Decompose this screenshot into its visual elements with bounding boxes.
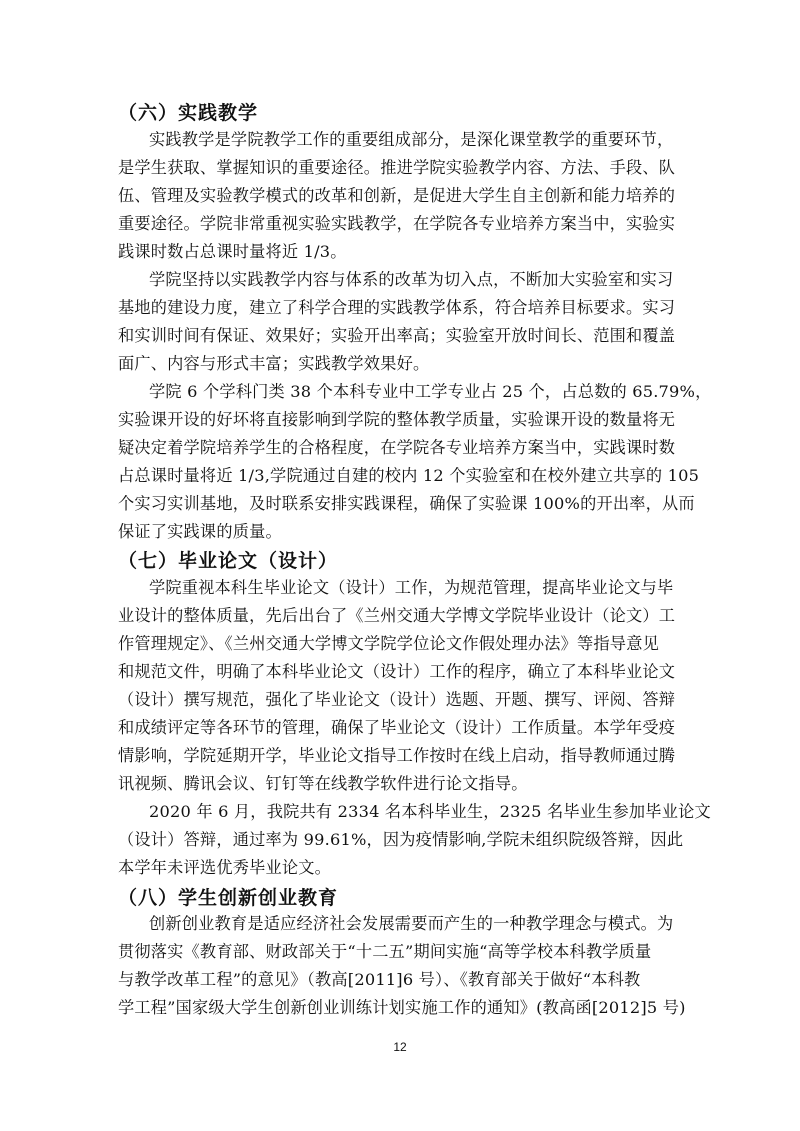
section-heading-thesis: （七）毕业论文（设计）: [118, 550, 339, 572]
text-line: 实验课开设的好坏将直接影响到学院的整体教学质量，实验课开设的数量将无: [118, 410, 676, 429]
text-line: 践课时数占总课时量将近 1/3。: [118, 242, 347, 261]
text-line: 业设计的整体质量，先后出台了《兰州交通大学博文学院毕业设计（论文）工: [118, 606, 676, 625]
text-line: 学院坚持以实践教学内容与体系的改革为切入点，不断加大实验室和实习: [149, 270, 674, 289]
text-line: 疑决定着学院培养学生的合格程度，在学院各专业培养方案当中，实践课时数: [118, 438, 676, 457]
text-line: 情影响，学院延期开学，毕业论文指导工作按时在线上启动，指导教师通过腾: [118, 746, 676, 765]
text-line: 伍、管理及实验教学模式的改革和创新，是促进大学生自主创新和能力培养的: [118, 186, 676, 205]
text-line: 学院重视本科生毕业论文（设计）工作，为规范管理，提高毕业论文与毕: [149, 578, 674, 597]
text-line: 重要途径。学院非常重视实验实践教学，在学院各专业培养方案当中，实验实: [118, 214, 676, 233]
text-line: 和规范文件，明确了本科毕业论文（设计）工作的程序，确立了本科毕业论文: [118, 662, 676, 681]
text-line: 和实训时间有保证、效果好；实验开出率高；实验室开放时间长、范围和覆盖: [118, 326, 676, 345]
text-line: 是学生获取、掌握知识的重要途径。推进学院实验教学内容、方法、手段、队: [118, 158, 676, 177]
text-line: 学工程”国家级大学生创新创业训练计划实施工作的通知》(教高函[2012]5 号): [118, 998, 686, 1017]
section-heading-practice: （六）实践教学: [118, 102, 259, 124]
text-line: 基地的建设力度，建立了科学合理的实践教学体系，符合培养目标要求。实习: [118, 298, 676, 317]
text-line: 2020 年 6 月，我院共有 2334 名本科毕业生，2325 名毕业生参加毕业论文: [149, 802, 711, 821]
text-line: 本学年未评选优秀毕业论文。: [118, 858, 332, 877]
text-line: 讯视频、腾讯会议、钉钉等在线教学软件进行论文指导。: [118, 774, 528, 793]
text-line: 面广、内容与形式丰富；实践教学效果好。: [118, 354, 430, 373]
text-line: （设计）撰写规范，强化了毕业论文（设计）选题、开题、撰写、评阅、答辩: [118, 690, 676, 709]
text-line: 与教学改革工程”的意见》（教高[2011]6 号）、《教育部关于做好“本科教: [118, 970, 641, 989]
page-number: 12: [393, 1040, 407, 1054]
text-line: 作管理规定》、《兰州交通大学博文学院学位论文作假处理办法》等指导意见: [118, 634, 659, 653]
text-line: 和成绩评定等各环节的管理，确保了毕业论文（设计）工作质量。本学年受疫: [118, 718, 676, 737]
text-line: 创新创业教育是适应经济社会发展需要而产生的一种教学理念与模式。为: [149, 914, 674, 933]
text-line: 占总课时量将近 1/3,学院通过自建的校内 12 个实验室和在校外建立共享的 105: [118, 466, 700, 485]
text-line: 实践教学是学院教学工作的重要组成部分，是深化课堂教学的重要环节，: [149, 130, 674, 149]
text-line: 贯彻落实《教育部、财政部关于“十二五”期间实施“高等学校本科教学质量: [118, 942, 652, 961]
section-heading-innovation: （八）学生创新创业教育: [118, 887, 339, 909]
text-line: 保证了实践课的质量。: [118, 522, 282, 541]
text-line: （设计）答辩，通过率为 99.61%，因为疫情影响,学院未组织院级答辩，因此: [118, 830, 684, 849]
text-line: 个实习实训基地，及时联系安排实践课程，确保了实验课 100%的开出率，从而: [118, 494, 695, 513]
text-line: 学院 6 个学科门类 38 个本科专业中工学专业占 25 个，占总数的 65.79%，: [149, 382, 712, 401]
